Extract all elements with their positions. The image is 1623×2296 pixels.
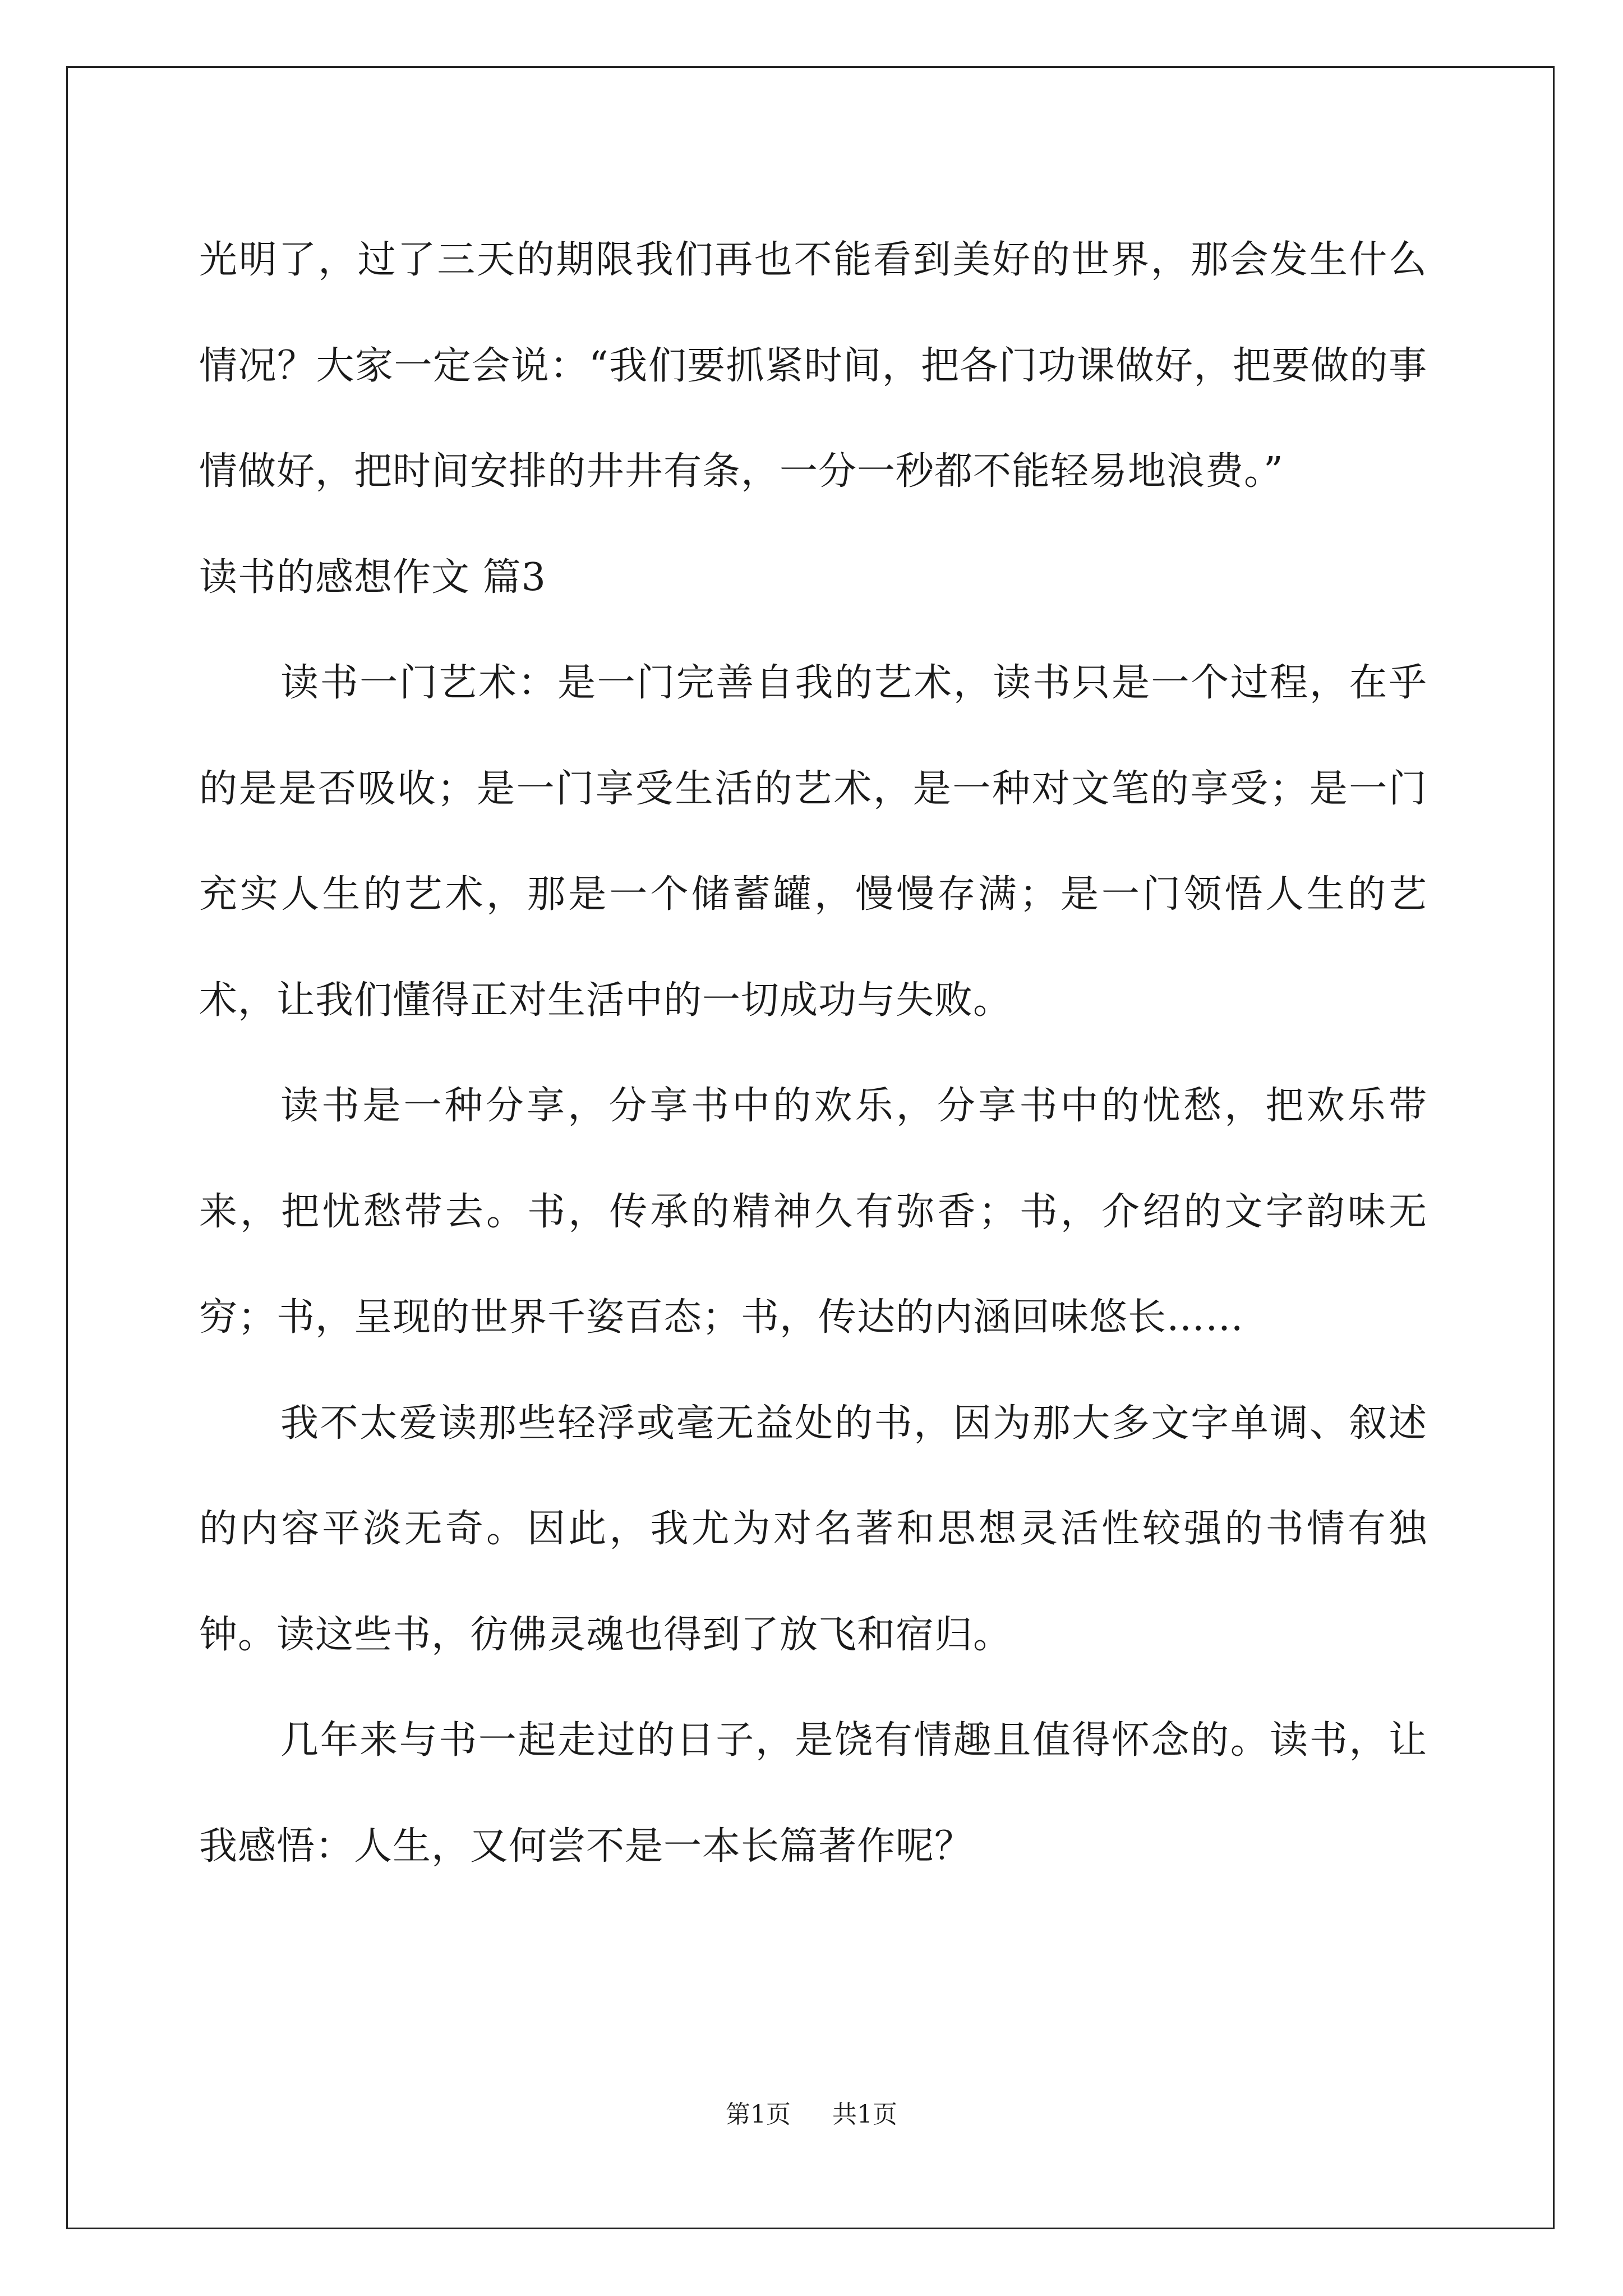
paragraph: 读书是一种分享，分享书中的欢乐，分享书中的忧愁，把欢乐带来，把忧愁带去。书，传承的精神久有弥香；书，介绍的文字韵味无穷；书，呈现的世界千姿百态；书，传达的内涵回味悠长……: [199, 1084, 1427, 1340]
paragraph: 读书一门艺术：是一门完善自我的艺术，读书只是一个过程，在乎的是是否吸收；是一门享受生活的艺术，是一种对文笔的享受；是一门充实人生的艺术，那是一个储蓄罐，慢慢存满；是一门领悟人生的艺术，让我们懂得正对生活中的一切成功与失败。: [199, 661, 1427, 1023]
paragraph-continuation: 光明了，过了三天的期限我们再也不能看到美好的世界，那会发生什么情况？大家一定会说：“我们要抓紧时间，把各门功课做好，把要做的事情做好，把时间安排的井井有条，一分一秒都不能轻易地浪费。”: [199, 238, 1427, 494]
paragraph: 我不太爱读那些轻浮或毫无益处的书，因为那大多文字单调、叙述的内容平淡无奇。因此，我尤为对名著和思想灵活性较强的书情有独钟。读这些书，彷佛灵魂也得到了放飞和宿归。: [199, 1401, 1427, 1657]
page-footer: [0, 2098, 1623, 2132]
document-body: [199, 208, 1427, 1899]
section-heading: 读书的感想作文 篇3: [199, 555, 546, 600]
page-total: 共1页: [832, 2100, 897, 2129]
page-number: 第1页: [726, 2100, 791, 2129]
paragraph: 几年来与书一起走过的日子，是饶有情趣且值得怀念的。读书，让我感悟：人生，又何尝不是一本长篇著作呢？: [199, 1718, 1427, 1869]
